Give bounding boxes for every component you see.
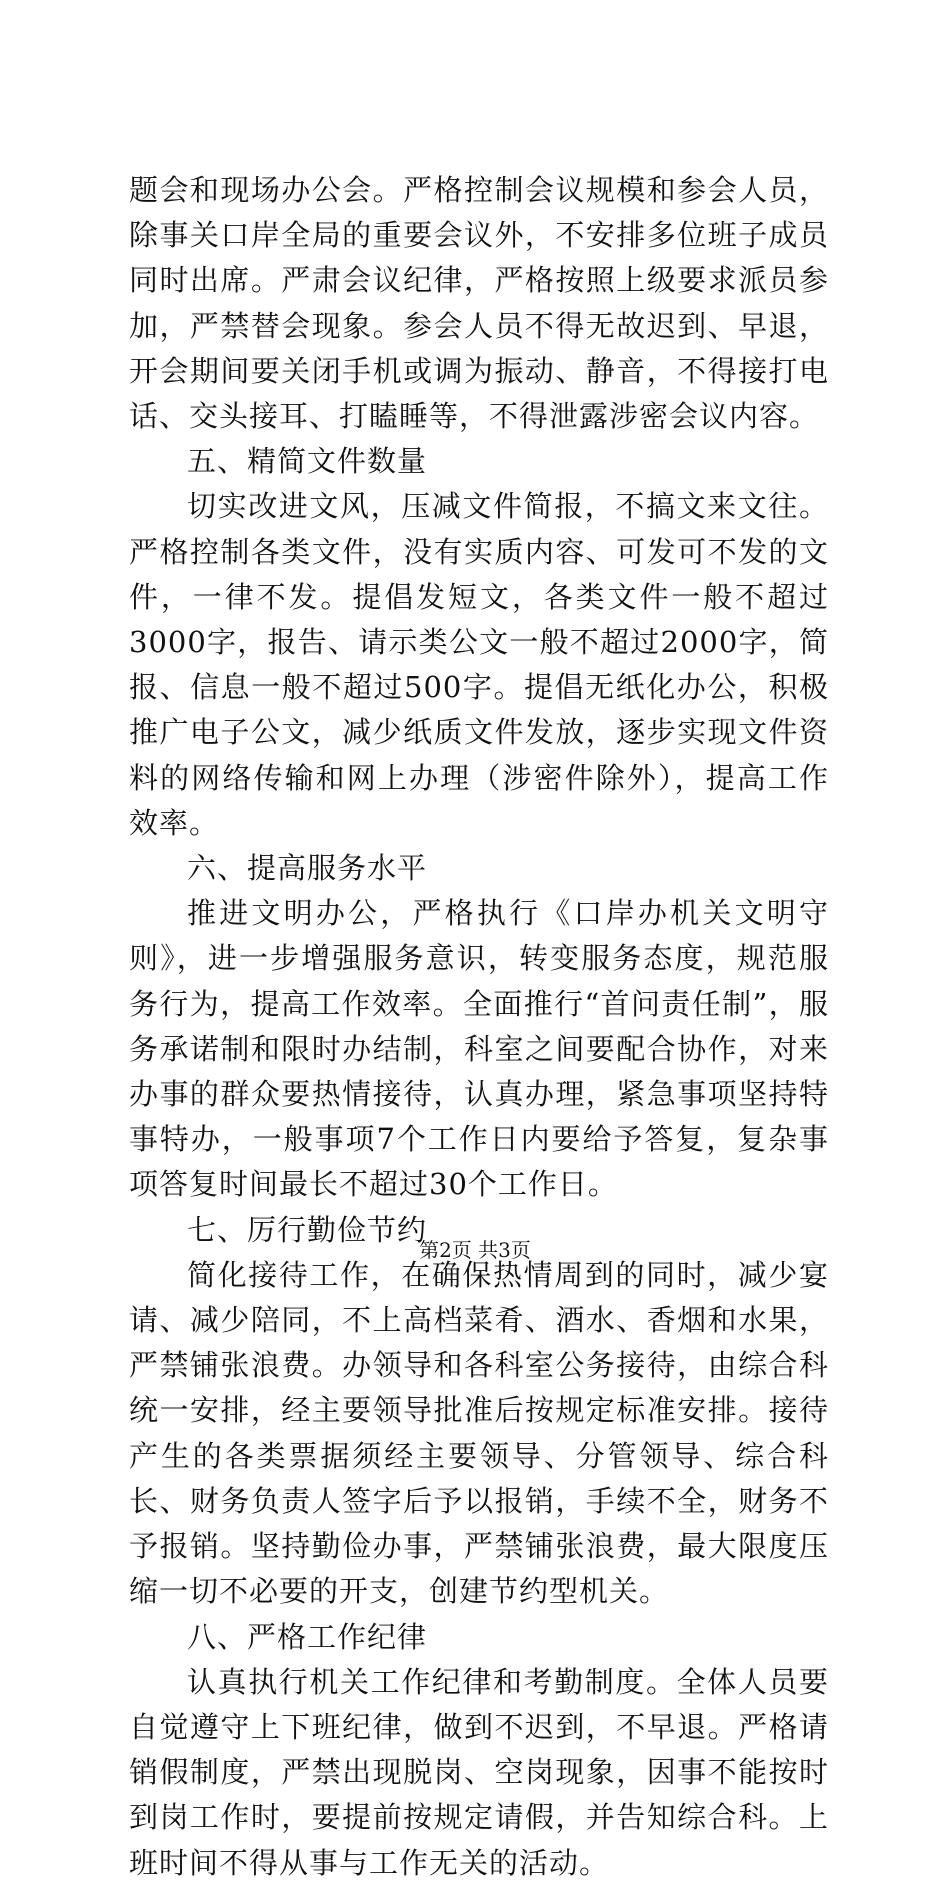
section-heading-5: 五、精简文件数量 xyxy=(187,444,428,479)
section-heading-6: 六、提高服务水平 xyxy=(187,851,428,886)
paragraph-work-discipline: 认真执行机关工作纪律和考勤制度。全体人员要自觉遵守上下班纪律，做到不迟到，不早退。严格请销假制度，严禁出现脱岗、空岗现象，因事不能按时到岗工作时，要提前按规定请假，并告知综合科。上班时间不得从事与工作无关的活动。 xyxy=(129,1664,829,1880)
document-body xyxy=(129,168,829,1886)
paragraph-simplify-documents: 切实改进文风，压减文件简报，不搞文来文往。严格控制各类文件，没有实质内容、可发可不发的文件，一律不发。提倡发短文，各类文件一般不超过3000字，报告、请示类公文一般不超过2000字，简报、信息一般不超过500字。提倡无纸化办公，积极推广电子公文，减少纸质文件发放，逐步实现文件资料的网络传输和网上办理（涉密件除外），提高工作效率。 xyxy=(129,489,829,840)
paragraph-service-level: 推进文明办公，严格执行《口岸办机关文明守则》，进一步增强服务意识，转变服务态度，规范服务行为，提高工作效率。全面推行“首问责任制”，服务承诺制和限时办结制，科室之间要配合协作，对来办事的群众要热情接待，认真办理，紧急事项坚持特事特办，一般事项7个工作日内要给予答复，复杂事项答复时间最长不超过30个工作日。 xyxy=(129,896,829,1202)
section-heading-7: 七、厉行勤俭节约 xyxy=(187,1212,428,1247)
page-number-footer: 第2页 共3页 xyxy=(419,1238,531,1262)
paragraph-meeting-discipline: 题会和现场办公会。严格控制会议规模和参会人员，除事关口岸全局的重要会议外，不安排多位班子成员同时出席。严肃会议纪律，严格按照上级要求派员参加，严禁替会现象。参会人员不得无故迟到、早退，开会期间要关闭手机或调为振动、静音，不得接打电话、交头接耳、打瞌睡等，不得泄露涉密会议内容。 xyxy=(129,173,829,434)
section-heading-8: 八、严格工作纪律 xyxy=(187,1619,428,1654)
paragraph-frugality: 简化接待工作，在确保热情周到的同时，减少宴请、减少陪同，不上高档菜肴、酒水、香烟和水果，严禁铺张浪费。办领导和各科室公务接待，由综合科统一安排，经主要领导批准后按规定标准安排。接待产生的各类票据须经主要领导、分管领导、综合科长、财务负责人签字后予以报销，手续不全，财务不予报销。坚持勤俭办事，严禁铺张浪费，最大限度压缩一切不必要的开支，创建节约型机关。 xyxy=(129,1257,829,1609)
